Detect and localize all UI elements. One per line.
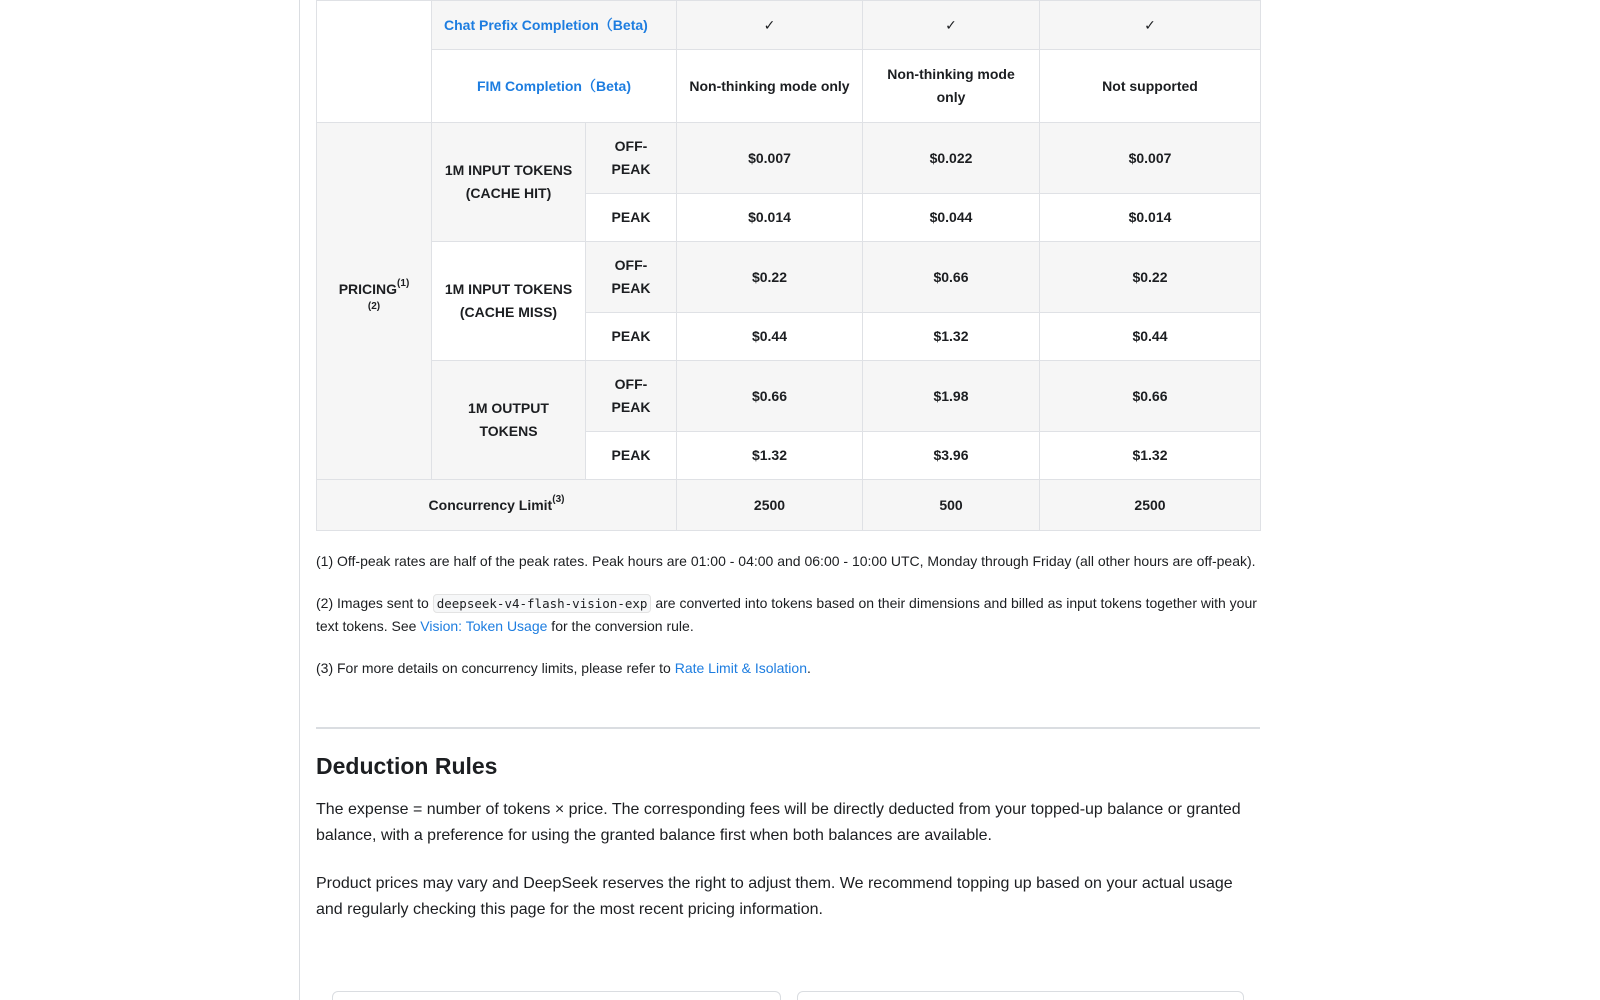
token-group-label: 1M OUTPUT TOKENS xyxy=(432,361,586,480)
price-cell: $0.044 xyxy=(863,194,1040,242)
offpeak-label: OFF-PEAK xyxy=(586,361,677,432)
price-cell: $0.22 xyxy=(677,242,863,313)
concurrency-label: Concurrency Limit xyxy=(428,496,553,513)
peak-label: PEAK xyxy=(586,432,677,480)
rate-limit-link[interactable]: Rate Limit & Isolation xyxy=(674,660,807,676)
paragraph: Product prices may vary and DeepSeek reserves the right to adjust them. We recommend topping up based on your actual usage and regularly checking this page for the most recent pricing information. xyxy=(316,875,1233,918)
footnote-2-text: are converted into tokens based on their dimensions and billed as input tokens together with your text tokens. See xyxy=(316,595,1257,634)
table-cell: Non-thinking mode only xyxy=(863,50,1040,123)
table-cell: Not supported xyxy=(1040,50,1261,123)
checkmark-icon: ✓ xyxy=(677,1,863,50)
pricing-label: PRICING xyxy=(338,281,398,297)
price-cell: $0.014 xyxy=(677,194,863,242)
table-row xyxy=(317,242,1261,313)
peak-label: PEAK xyxy=(586,313,677,361)
footnote-3-text: . xyxy=(807,660,811,676)
footnote-2-text: (2) Images sent to xyxy=(316,595,433,611)
section-divider xyxy=(316,727,1260,729)
footnote-ref-3: (3) xyxy=(552,493,565,505)
price-cell: $0.007 xyxy=(677,123,863,194)
footnote-2 xyxy=(316,592,1260,638)
table-row xyxy=(317,123,1261,194)
pricing-table xyxy=(316,0,1261,531)
feature-group-cell xyxy=(317,1,432,123)
price-cell: $0.66 xyxy=(677,361,863,432)
offpeak-label: OFF-PEAK xyxy=(586,123,677,194)
footnote-2-text: for the conversion rule. xyxy=(547,618,694,634)
section-title: Deduction Rules xyxy=(316,753,498,779)
fim-completion-link[interactable]: FIM Completion（Beta) xyxy=(432,50,677,123)
footnote-ref-2: (2) xyxy=(367,301,381,313)
table-row-fim xyxy=(317,50,1261,123)
price-cell: $3.96 xyxy=(863,432,1040,480)
vision-token-usage-link[interactable]: Vision: Token Usage xyxy=(420,618,548,634)
checkmark-icon: ✓ xyxy=(863,1,1040,50)
table-row-concurrency xyxy=(317,480,1261,531)
model-code: deepseek-v4-flash-vision-exp xyxy=(433,594,652,613)
main-content xyxy=(316,0,1260,680)
pagination-prev-card[interactable] xyxy=(332,991,781,1000)
footnote-3 xyxy=(316,657,1260,680)
table-cell: Non-thinking mode only xyxy=(677,50,863,123)
price-cell: $1.32 xyxy=(863,313,1040,361)
table-row xyxy=(317,361,1261,432)
checkmark-icon: ✓ xyxy=(1040,1,1261,50)
footnote-3-text: (3) For more details on concurrency limits, please refer to xyxy=(316,660,675,676)
concurrency-label-cell xyxy=(317,480,677,531)
chat-prefix-link[interactable]: Chat Prefix Completion（Beta) xyxy=(432,1,677,50)
footnotes xyxy=(316,550,1260,680)
doc-sidebar-border xyxy=(299,0,300,1000)
price-cell: $0.022 xyxy=(863,123,1040,194)
price-cell: $0.44 xyxy=(1040,313,1261,361)
token-group-label: 1M INPUT TOKENS (CACHE MISS) xyxy=(432,242,586,361)
price-cell: $1.98 xyxy=(863,361,1040,432)
price-cell: $1.32 xyxy=(1040,432,1261,480)
offpeak-label: OFF-PEAK xyxy=(586,242,677,313)
peak-label: PEAK xyxy=(586,194,677,242)
pagination-next-card[interactable] xyxy=(797,991,1244,1000)
price-cell: $0.007 xyxy=(1040,123,1261,194)
price-cell: $1.32 xyxy=(677,432,863,480)
table-row-chat-prefix xyxy=(317,1,1261,50)
footnote-ref-1: (1) xyxy=(397,278,410,290)
table-cell: 2500 xyxy=(677,480,863,531)
price-cell: $0.22 xyxy=(1040,242,1261,313)
price-cell: $0.44 xyxy=(677,313,863,361)
paragraph: The expense = number of tokens × price. The corresponding fees will be directly deducted from your topped-up balance or granted balance, with a preference for using the granted balance first when both balances are available. xyxy=(316,801,1241,844)
price-cell: $0.66 xyxy=(1040,361,1261,432)
price-cell: $0.66 xyxy=(863,242,1040,313)
price-cell: $0.014 xyxy=(1040,194,1261,242)
token-group-label: 1M INPUT TOKENS (CACHE HIT) xyxy=(432,123,586,242)
pricing-label-cell xyxy=(317,123,432,480)
table-cell: 2500 xyxy=(1040,480,1261,531)
footnote-1: (1) Off-peak rates are half of the peak rates. Peak hours are 01:00 - 04:00 and 06:00 - 10:00 UTC, Monday through Friday (all other hours are off-peak). xyxy=(316,553,1256,569)
table-cell: 500 xyxy=(863,480,1040,531)
